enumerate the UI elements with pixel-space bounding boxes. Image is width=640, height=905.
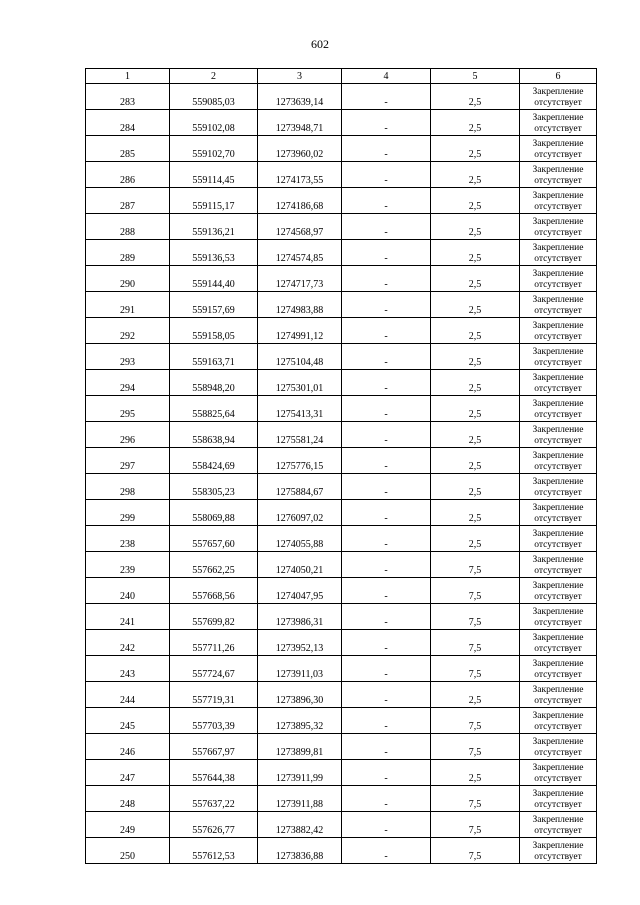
point-number-cell: 293 <box>86 344 170 370</box>
point-number-cell: 299 <box>86 500 170 526</box>
fixation-note-cell: Закрепление отсутствует <box>520 266 597 292</box>
y-coordinate-cell: 1275104,48 <box>258 344 342 370</box>
point-number-cell: 297 <box>86 448 170 474</box>
column-5-cell: 2,5 <box>431 84 520 110</box>
fixation-note-cell: Закрепление отсутствует <box>520 136 597 162</box>
fixation-note-cell: Закрепление отсутствует <box>520 240 597 266</box>
column-4-cell: - <box>342 708 431 734</box>
column-4-cell: - <box>342 188 431 214</box>
column-5-cell: 2,5 <box>431 396 520 422</box>
table-body <box>86 84 597 864</box>
x-coordinate-cell: 557626,77 <box>170 812 258 838</box>
y-coordinate-cell: 1274991,12 <box>258 318 342 344</box>
fixation-note-cell: Закрепление отсутствует <box>520 188 597 214</box>
column-4-cell: - <box>342 526 431 552</box>
point-number-cell: 284 <box>86 110 170 136</box>
point-number-cell: 287 <box>86 188 170 214</box>
column-4-cell: - <box>342 422 431 448</box>
column-4-cell: - <box>342 240 431 266</box>
table-row <box>86 786 597 812</box>
column-5-cell: 7,5 <box>431 812 520 838</box>
y-coordinate-cell: 1274983,88 <box>258 292 342 318</box>
x-coordinate-cell: 559136,53 <box>170 240 258 266</box>
column-5-cell: 7,5 <box>431 838 520 864</box>
point-number-cell: 298 <box>86 474 170 500</box>
column-5-cell: 2,5 <box>431 370 520 396</box>
point-number-cell: 247 <box>86 760 170 786</box>
x-coordinate-cell: 557637,22 <box>170 786 258 812</box>
y-coordinate-cell: 1275884,67 <box>258 474 342 500</box>
y-coordinate-cell: 1273911,88 <box>258 786 342 812</box>
y-coordinate-cell: 1273896,30 <box>258 682 342 708</box>
point-number-cell: 241 <box>86 604 170 630</box>
x-coordinate-cell: 559163,71 <box>170 344 258 370</box>
column-header-5: 5 <box>431 69 520 84</box>
point-number-cell: 294 <box>86 370 170 396</box>
x-coordinate-cell: 559157,69 <box>170 292 258 318</box>
point-number-cell: 242 <box>86 630 170 656</box>
column-4-cell: - <box>342 344 431 370</box>
column-5-cell: 2,5 <box>431 266 520 292</box>
y-coordinate-cell: 1275413,31 <box>258 396 342 422</box>
x-coordinate-cell: 558424,69 <box>170 448 258 474</box>
fixation-note-cell: Закрепление отсутствует <box>520 786 597 812</box>
fixation-note-cell: Закрепление отсутствует <box>520 474 597 500</box>
y-coordinate-cell: 1274717,73 <box>258 266 342 292</box>
y-coordinate-cell: 1275776,15 <box>258 448 342 474</box>
table-row <box>86 292 597 318</box>
y-coordinate-cell: 1274186,68 <box>258 188 342 214</box>
column-4-cell: - <box>342 656 431 682</box>
fixation-note-cell: Закрепление отсутствует <box>520 734 597 760</box>
table-row <box>86 188 597 214</box>
x-coordinate-cell: 558825,64 <box>170 396 258 422</box>
column-4-cell: - <box>342 396 431 422</box>
table-row <box>86 474 597 500</box>
y-coordinate-cell: 1274055,88 <box>258 526 342 552</box>
table-header <box>86 69 597 84</box>
column-4-cell: - <box>342 136 431 162</box>
x-coordinate-cell: 558305,23 <box>170 474 258 500</box>
point-number-cell: 296 <box>86 422 170 448</box>
column-header-6: 6 <box>520 69 597 84</box>
point-number-cell: 244 <box>86 682 170 708</box>
point-number-cell: 285 <box>86 136 170 162</box>
x-coordinate-cell: 558069,88 <box>170 500 258 526</box>
column-5-cell: 2,5 <box>431 344 520 370</box>
point-number-cell: 249 <box>86 812 170 838</box>
column-4-cell: - <box>342 370 431 396</box>
y-coordinate-cell: 1274173,55 <box>258 162 342 188</box>
table-row <box>86 500 597 526</box>
table-row <box>86 162 597 188</box>
header-row <box>86 69 597 84</box>
y-coordinate-cell: 1273911,99 <box>258 760 342 786</box>
table-row <box>86 370 597 396</box>
column-4-cell: - <box>342 682 431 708</box>
x-coordinate-cell: 557703,39 <box>170 708 258 734</box>
column-5-cell: 7,5 <box>431 734 520 760</box>
x-coordinate-cell: 559102,70 <box>170 136 258 162</box>
column-4-cell: - <box>342 84 431 110</box>
column-4-cell: - <box>342 162 431 188</box>
x-coordinate-cell: 557724,67 <box>170 656 258 682</box>
column-5-cell: 2,5 <box>431 188 520 214</box>
column-header-4: 4 <box>342 69 431 84</box>
table-row <box>86 240 597 266</box>
point-number-cell: 238 <box>86 526 170 552</box>
table-row <box>86 110 597 136</box>
fixation-note-cell: Закрепление отсутствует <box>520 526 597 552</box>
column-4-cell: - <box>342 474 431 500</box>
column-5-cell: 2,5 <box>431 526 520 552</box>
point-number-cell: 240 <box>86 578 170 604</box>
column-4-cell: - <box>342 214 431 240</box>
table-row <box>86 812 597 838</box>
y-coordinate-cell: 1273952,13 <box>258 630 342 656</box>
point-number-cell: 248 <box>86 786 170 812</box>
table-row <box>86 656 597 682</box>
table-row <box>86 630 597 656</box>
column-5-cell: 7,5 <box>431 552 520 578</box>
fixation-note-cell: Закрепление отсутствует <box>520 604 597 630</box>
y-coordinate-cell: 1273639,14 <box>258 84 342 110</box>
table-row <box>86 266 597 292</box>
column-4-cell: - <box>342 786 431 812</box>
table-row <box>86 552 597 578</box>
column-5-cell: 2,5 <box>431 292 520 318</box>
fixation-note-cell: Закрепление отсутствует <box>520 292 597 318</box>
column-5-cell: 7,5 <box>431 786 520 812</box>
y-coordinate-cell: 1274568,97 <box>258 214 342 240</box>
fixation-note-cell: Закрепление отсутствует <box>520 682 597 708</box>
column-4-cell: - <box>342 760 431 786</box>
column-4-cell: - <box>342 838 431 864</box>
fixation-note-cell: Закрепление отсутствует <box>520 656 597 682</box>
point-number-cell: 289 <box>86 240 170 266</box>
column-5-cell: 2,5 <box>431 500 520 526</box>
table-row <box>86 682 597 708</box>
y-coordinate-cell: 1274050,21 <box>258 552 342 578</box>
column-header-2: 2 <box>170 69 258 84</box>
fixation-note-cell: Закрепление отсутствует <box>520 162 597 188</box>
table-row <box>86 708 597 734</box>
table-row <box>86 760 597 786</box>
y-coordinate-cell: 1275581,24 <box>258 422 342 448</box>
column-5-cell: 2,5 <box>431 448 520 474</box>
fixation-note-cell: Закрепление отсутствует <box>520 760 597 786</box>
table-row <box>86 214 597 240</box>
x-coordinate-cell: 557612,53 <box>170 838 258 864</box>
y-coordinate-cell: 1275301,01 <box>258 370 342 396</box>
y-coordinate-cell: 1274047,95 <box>258 578 342 604</box>
x-coordinate-cell: 557644,38 <box>170 760 258 786</box>
column-5-cell: 2,5 <box>431 474 520 500</box>
y-coordinate-cell: 1276097,02 <box>258 500 342 526</box>
x-coordinate-cell: 558638,94 <box>170 422 258 448</box>
point-number-cell: 283 <box>86 84 170 110</box>
column-header-3: 3 <box>258 69 342 84</box>
y-coordinate-cell: 1273899,81 <box>258 734 342 760</box>
y-coordinate-cell: 1273960,02 <box>258 136 342 162</box>
column-5-cell: 2,5 <box>431 162 520 188</box>
column-5-cell: 2,5 <box>431 110 520 136</box>
x-coordinate-cell: 559144,40 <box>170 266 258 292</box>
table-row <box>86 734 597 760</box>
fixation-note-cell: Закрепление отсутствует <box>520 838 597 864</box>
x-coordinate-cell: 559085,03 <box>170 84 258 110</box>
point-number-cell: 290 <box>86 266 170 292</box>
table-row <box>86 448 597 474</box>
fixation-note-cell: Закрепление отсутствует <box>520 708 597 734</box>
table-row <box>86 396 597 422</box>
column-4-cell: - <box>342 266 431 292</box>
column-5-cell: 7,5 <box>431 708 520 734</box>
table-row <box>86 526 597 552</box>
table-row <box>86 422 597 448</box>
fixation-note-cell: Закрепление отсутствует <box>520 214 597 240</box>
table-row <box>86 578 597 604</box>
point-number-cell: 288 <box>86 214 170 240</box>
fixation-note-cell: Закрепление отсутствует <box>520 344 597 370</box>
y-coordinate-cell: 1274574,85 <box>258 240 342 266</box>
point-number-cell: 286 <box>86 162 170 188</box>
fixation-note-cell: Закрепление отсутствует <box>520 578 597 604</box>
fixation-note-cell: Закрепление отсутствует <box>520 812 597 838</box>
column-4-cell: - <box>342 552 431 578</box>
column-4-cell: - <box>342 734 431 760</box>
x-coordinate-cell: 559158,05 <box>170 318 258 344</box>
x-coordinate-cell: 557667,97 <box>170 734 258 760</box>
point-number-cell: 245 <box>86 708 170 734</box>
point-number-cell: 291 <box>86 292 170 318</box>
column-4-cell: - <box>342 292 431 318</box>
column-5-cell: 2,5 <box>431 136 520 162</box>
column-5-cell: 7,5 <box>431 656 520 682</box>
fixation-note-cell: Закрепление отсутствует <box>520 396 597 422</box>
fixation-note-cell: Закрепление отсутствует <box>520 448 597 474</box>
column-5-cell: 7,5 <box>431 604 520 630</box>
x-coordinate-cell: 559115,17 <box>170 188 258 214</box>
x-coordinate-cell: 559102,08 <box>170 110 258 136</box>
x-coordinate-cell: 559114,45 <box>170 162 258 188</box>
table-row <box>86 838 597 864</box>
x-coordinate-cell: 557657,60 <box>170 526 258 552</box>
y-coordinate-cell: 1273882,42 <box>258 812 342 838</box>
fixation-note-cell: Закрепление отсутствует <box>520 318 597 344</box>
point-number-cell: 243 <box>86 656 170 682</box>
column-5-cell: 2,5 <box>431 214 520 240</box>
page-number: 602 <box>311 37 329 51</box>
y-coordinate-cell: 1273895,32 <box>258 708 342 734</box>
point-number-cell: 250 <box>86 838 170 864</box>
x-coordinate-cell: 557699,82 <box>170 604 258 630</box>
table-row <box>86 136 597 162</box>
column-5-cell: 7,5 <box>431 630 520 656</box>
x-coordinate-cell: 559136,21 <box>170 214 258 240</box>
column-5-cell: 2,5 <box>431 682 520 708</box>
column-4-cell: - <box>342 630 431 656</box>
x-coordinate-cell: 557662,25 <box>170 552 258 578</box>
column-5-cell: 2,5 <box>431 318 520 344</box>
x-coordinate-cell: 557668,56 <box>170 578 258 604</box>
fixation-note-cell: Закрепление отсутствует <box>520 422 597 448</box>
fixation-note-cell: Закрепление отсутствует <box>520 110 597 136</box>
x-coordinate-cell: 558948,20 <box>170 370 258 396</box>
x-coordinate-cell: 557719,31 <box>170 682 258 708</box>
column-5-cell: 2,5 <box>431 760 520 786</box>
y-coordinate-cell: 1273836,88 <box>258 838 342 864</box>
fixation-note-cell: Закрепление отсутствует <box>520 552 597 578</box>
fixation-note-cell: Закрепление отсутствует <box>520 84 597 110</box>
point-number-cell: 292 <box>86 318 170 344</box>
column-4-cell: - <box>342 604 431 630</box>
column-5-cell: 2,5 <box>431 422 520 448</box>
table-row <box>86 344 597 370</box>
y-coordinate-cell: 1273986,31 <box>258 604 342 630</box>
column-5-cell: 2,5 <box>431 240 520 266</box>
table-row <box>86 84 597 110</box>
table-row <box>86 318 597 344</box>
column-4-cell: - <box>342 318 431 344</box>
column-4-cell: - <box>342 812 431 838</box>
column-4-cell: - <box>342 110 431 136</box>
point-number-cell: 239 <box>86 552 170 578</box>
y-coordinate-cell: 1273948,71 <box>258 110 342 136</box>
fixation-note-cell: Закрепление отсутствует <box>520 630 597 656</box>
coordinates-table <box>85 68 597 864</box>
column-4-cell: - <box>342 500 431 526</box>
column-5-cell: 7,5 <box>431 578 520 604</box>
fixation-note-cell: Закрепление отсутствует <box>520 370 597 396</box>
column-4-cell: - <box>342 578 431 604</box>
point-number-cell: 295 <box>86 396 170 422</box>
fixation-note-cell: Закрепление отсутствует <box>520 500 597 526</box>
y-coordinate-cell: 1273911,03 <box>258 656 342 682</box>
table-row <box>86 604 597 630</box>
column-header-1: 1 <box>86 69 170 84</box>
column-4-cell: - <box>342 448 431 474</box>
x-coordinate-cell: 557711,26 <box>170 630 258 656</box>
point-number-cell: 246 <box>86 734 170 760</box>
